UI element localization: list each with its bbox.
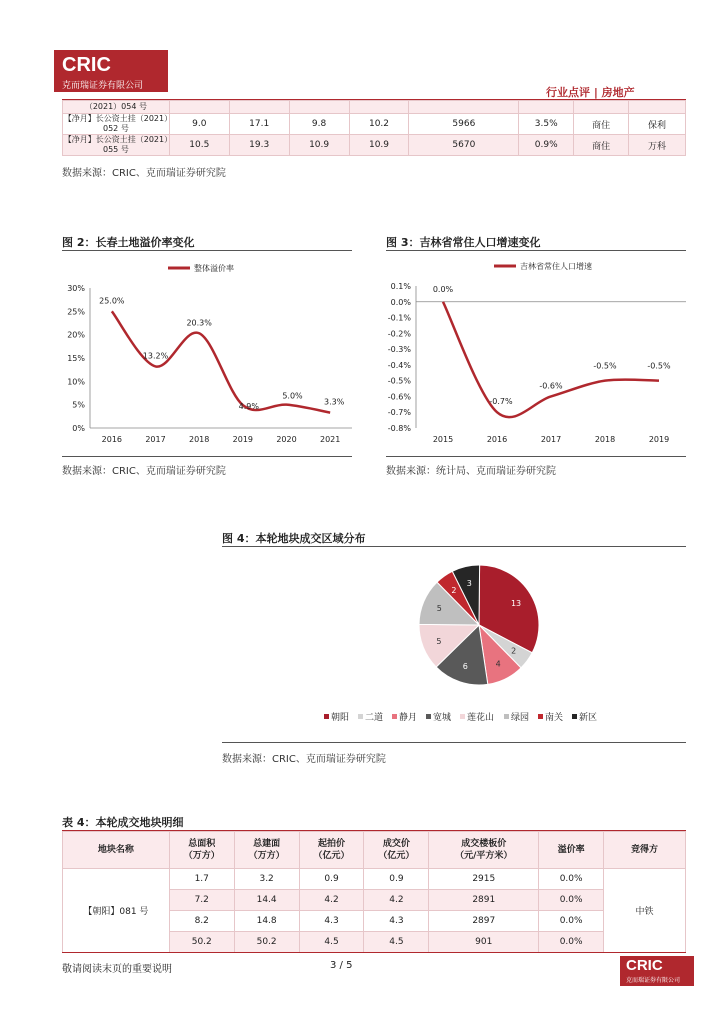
- data-label: 25.0%: [99, 296, 125, 306]
- table-row: [63, 869, 686, 890]
- x-tick-label: 2019: [648, 435, 670, 444]
- y-tick-label: 10%: [67, 377, 85, 387]
- fig4-top-rule: [222, 546, 686, 547]
- x-tick-label: 2018: [188, 435, 210, 444]
- data-label: 13.2%: [142, 351, 169, 361]
- table-cell: 2915: [429, 869, 539, 890]
- y-tick-label: 20%: [67, 330, 85, 340]
- data-label: 4.9%: [238, 402, 259, 412]
- legend-label: 宽城: [433, 713, 452, 723]
- table-cell: 17.1: [229, 114, 289, 135]
- header-logo: [54, 50, 168, 92]
- legend-swatch: [572, 714, 577, 719]
- y-tick-label: 0%: [72, 424, 85, 433]
- data-label: -0.5%: [593, 361, 617, 371]
- y-tick-label: 5%: [72, 400, 85, 410]
- table-cell: 14.8: [234, 911, 299, 932]
- pie-value-label: 5: [436, 637, 442, 647]
- table-cell: 商住: [574, 114, 629, 135]
- table-header-row: [63, 832, 686, 869]
- table-cell: 3.2: [234, 869, 299, 890]
- table-cell: 4.3: [364, 911, 429, 932]
- section-label: 行业点评 | 房地产: [546, 86, 635, 99]
- table-cell: 4.5: [299, 932, 364, 953]
- fig3-chart: [386, 252, 686, 452]
- table-cell: 8.2: [169, 911, 234, 932]
- y-tick-label: 25%: [67, 307, 85, 317]
- table-header-cell: 起拍价 （亿元）: [299, 832, 364, 869]
- table-cell: 50.2: [234, 932, 299, 953]
- x-tick-label: 2016: [101, 435, 123, 444]
- data-label: -0.7%: [489, 397, 513, 407]
- plot-name-cell: 【朝阳】081 号: [63, 869, 170, 953]
- table-cell: 10.5: [169, 135, 229, 156]
- fig2-caption: 图 2：长春土地溢价率变化: [62, 236, 195, 249]
- x-tick-label: 2018: [594, 435, 616, 444]
- table-row: [63, 114, 686, 135]
- table-cell: 10.2: [349, 114, 409, 135]
- x-tick-label: 2019: [232, 435, 254, 444]
- fig3-caption: 图 3：吉林省常住人口增速变化: [386, 236, 541, 249]
- table-cell: 商住: [574, 135, 629, 156]
- table-cell: 0.9: [364, 869, 429, 890]
- legend-swatch: [324, 714, 329, 719]
- table-cell: 10.9: [289, 135, 349, 156]
- footer-logo: [620, 956, 694, 986]
- table-cell: [629, 101, 686, 114]
- legend-label: 莲花山: [467, 713, 495, 723]
- data-label: 3.3%: [324, 397, 345, 407]
- table-cell: 万科: [629, 135, 686, 156]
- table-header-cell: 成交楼板价 （元/平方米）: [429, 832, 539, 869]
- y-tick-label: 0.1%: [390, 282, 411, 291]
- table-cell: 保利: [629, 114, 686, 135]
- table-cell: [229, 101, 289, 114]
- table-cell: [289, 101, 349, 114]
- pie-value-label: 2: [511, 646, 517, 656]
- fig4-source: 数据来源：CRIC、克而瑞证券研究院: [222, 754, 386, 765]
- x-tick-label: 2017: [540, 435, 562, 444]
- y-tick-label: -0.7%: [387, 408, 411, 418]
- table-cell: 0.9%: [519, 135, 574, 156]
- fig3-top-rule: [386, 250, 686, 251]
- y-tick-label: -0.4%: [387, 360, 411, 370]
- table-cell: 0.0%: [539, 911, 604, 932]
- x-tick-label: 2015: [432, 435, 454, 444]
- table-cell: 2897: [429, 911, 539, 932]
- y-tick-label: -0.8%: [387, 424, 411, 433]
- y-tick-label: 15%: [67, 354, 85, 363]
- logo-text: CRIC: [62, 54, 111, 76]
- table-cell: 901: [429, 932, 539, 953]
- logo-subtext: 克而瑞证券有限公司: [62, 81, 144, 91]
- pie-value-label: 6: [462, 661, 468, 671]
- page-number: 3 / 5: [330, 960, 353, 971]
- legend-swatch: [358, 714, 363, 719]
- pie-value-label: 3: [466, 578, 472, 588]
- y-tick-label: -0.5%: [387, 376, 411, 386]
- table-header-cell: 溢价率: [539, 832, 604, 869]
- fig4-caption: 图 4：本轮地块成交区域分布: [222, 532, 366, 545]
- fig2-chart: [62, 252, 352, 452]
- table-cell: 10.9: [349, 135, 409, 156]
- table-cell: 7.2: [169, 890, 234, 911]
- pie-value-label: 5: [436, 604, 442, 614]
- table-cell: 0.0%: [539, 932, 604, 953]
- fig2-source: 数据来源：CRIC、克而瑞证券研究院: [62, 466, 226, 477]
- table-cell: 0.0%: [539, 890, 604, 911]
- table-header-cell: 总面积 （万方）: [169, 832, 234, 869]
- legend-swatch: [392, 714, 397, 719]
- table-cell: 0.9: [299, 869, 364, 890]
- table-header-cell: 总建面 （万方）: [234, 832, 299, 869]
- data-label: -0.5%: [647, 361, 671, 371]
- table-cell: 5670: [409, 135, 519, 156]
- legend-swatch: [426, 714, 431, 719]
- footer-logo-subtext: 克而瑞证券有限公司: [626, 977, 681, 984]
- table-cell: 【净月】长公资土挂（2021）052 号: [63, 114, 169, 133]
- table-cell: [169, 101, 229, 114]
- legend-label: 静月: [399, 713, 418, 723]
- data-label: -0.6%: [539, 381, 563, 391]
- y-tick-label: -0.6%: [387, 392, 411, 402]
- table-header-cell: 地块名称: [63, 832, 170, 869]
- table-cell: 4.5: [364, 932, 429, 953]
- table-header-cell: 成交价 （亿元）: [364, 832, 429, 869]
- data-label: 5.0%: [282, 391, 303, 401]
- fig2-top-rule: [62, 250, 352, 251]
- footer-note: 敬请阅读末页的重要说明: [62, 964, 172, 975]
- footer-rule: [62, 952, 686, 953]
- table-cell: [519, 101, 574, 114]
- table-cell: 4.3: [299, 911, 364, 932]
- table-cell: （2021）054 号: [63, 101, 170, 114]
- table-cell: 5966: [409, 114, 519, 135]
- table-row: [63, 101, 686, 114]
- winner-cell: 中铁: [604, 869, 686, 953]
- fig4-chart: [222, 548, 686, 738]
- fig3-bottom-rule: [386, 456, 686, 457]
- fig4-bottom-rule: [222, 742, 686, 743]
- fig2-bottom-rule: [62, 456, 352, 457]
- table-cell: 0.0%: [539, 869, 604, 890]
- table-cell: 2891: [429, 890, 539, 911]
- table-cell: 50.2: [169, 932, 234, 953]
- fig3-source: 数据来源：统计局、克而瑞证券研究院: [386, 466, 556, 477]
- table-cell: 9.0: [169, 114, 229, 135]
- table-row: [63, 135, 686, 156]
- table-cell: 3.5%: [519, 114, 574, 135]
- table-cell: 14.4: [234, 890, 299, 911]
- y-tick-label: 30%: [67, 284, 85, 293]
- y-tick-label: -0.2%: [387, 329, 411, 339]
- table-cell: 9.8: [289, 114, 349, 135]
- series-line: [443, 302, 659, 417]
- table-cell: 【净月】长公资土挂（2021）055 号: [63, 135, 169, 154]
- table-cell: 4.2: [364, 890, 429, 911]
- legend-swatch: [460, 714, 465, 719]
- legend-label: 南关: [545, 713, 564, 723]
- legend-label: 新区: [579, 713, 598, 723]
- pie-value-label: 4: [495, 659, 501, 669]
- pie-value-label: 13: [510, 598, 522, 608]
- data-label: 0.0%: [432, 284, 454, 294]
- legend-label: 二道: [365, 713, 384, 723]
- table4-caption: 表 4：本轮成交地块明细: [62, 816, 184, 829]
- top-table: [62, 100, 686, 156]
- legend-swatch: [538, 714, 543, 719]
- table-cell: [409, 101, 519, 114]
- legend-label: 朝阳: [331, 713, 350, 723]
- table-cell: [574, 101, 629, 114]
- table-cell: [349, 101, 409, 114]
- table-cell: 19.3: [229, 135, 289, 156]
- x-tick-label: 2021: [319, 435, 341, 444]
- top-table-source: 数据来源：CRIC、克而瑞证券研究院: [62, 168, 226, 179]
- legend-label: 绿园: [511, 713, 530, 723]
- y-tick-label: -0.3%: [387, 345, 411, 355]
- legend-label: 整体溢价率: [194, 264, 234, 273]
- table4: [62, 831, 686, 953]
- footer-logo-text: CRIC: [626, 957, 663, 974]
- x-tick-label: 2016: [486, 435, 508, 444]
- pie-value-label: 2: [451, 585, 457, 595]
- data-label: 20.3%: [186, 318, 212, 328]
- table-header-cell: 竞得方: [604, 832, 686, 869]
- y-tick-label: 0.0%: [390, 297, 411, 307]
- y-tick-label: -0.1%: [387, 313, 411, 323]
- x-tick-label: 2020: [276, 435, 297, 444]
- table-cell: 4.2: [299, 890, 364, 911]
- x-tick-label: 2017: [145, 435, 166, 444]
- legend-swatch: [504, 714, 509, 719]
- table-cell: 1.7: [169, 869, 234, 890]
- legend-label: 吉林省常住人口增速: [520, 262, 592, 271]
